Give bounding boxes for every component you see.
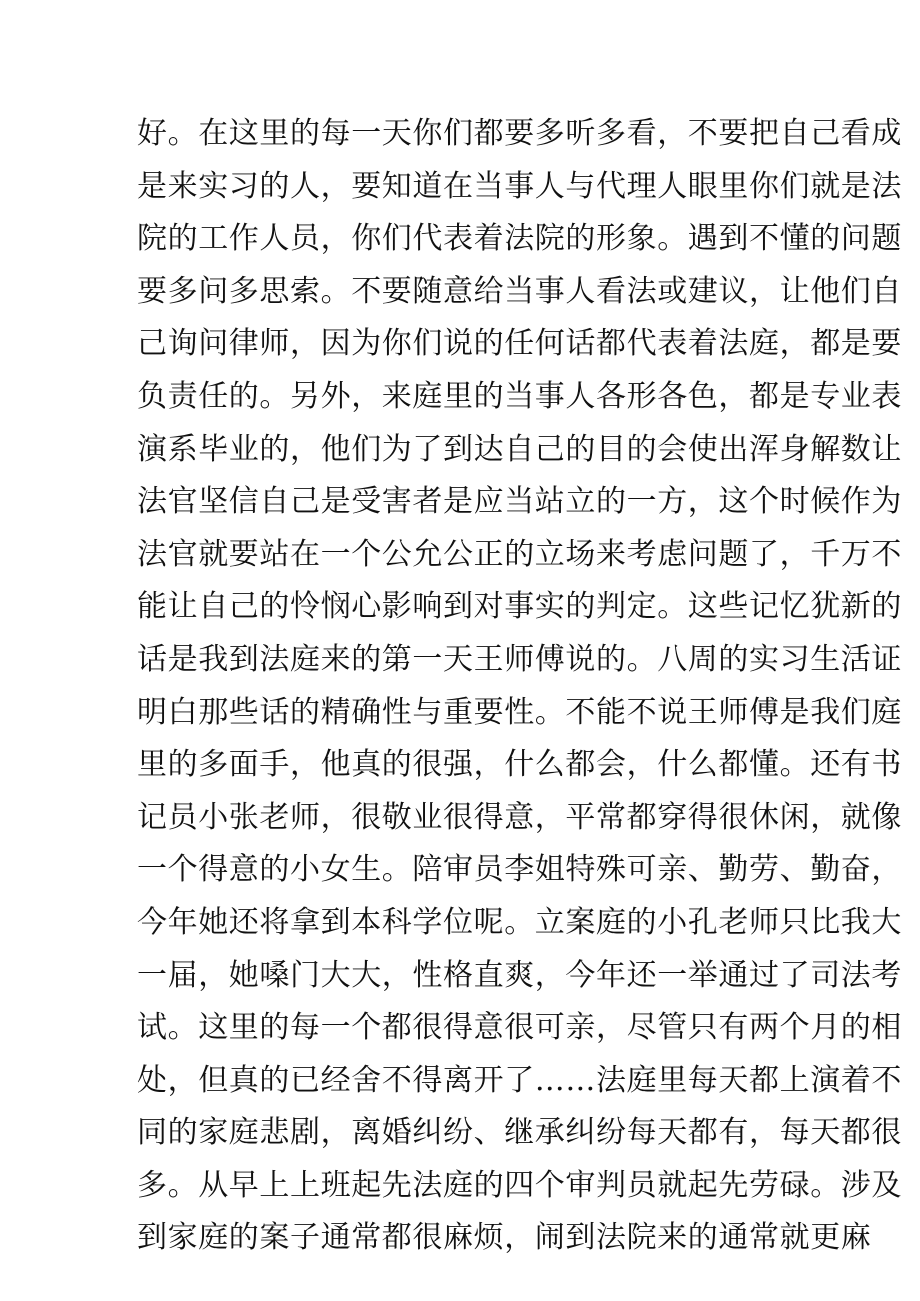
text-line: 负责任的。另外，来庭里的当事人各形各色，都是专业表 [137,378,902,414]
text-line: 记员小张老师，很敬业很得意，平常都穿得很休闲，就像 [137,799,902,835]
text-line: 到家庭的案子通常都很麻烦，闹到法院来的通常就更麻 [137,1220,872,1256]
text-line: 好。在这里的每一天你们都要多听多看，不要把自己看成 [137,116,902,151]
text-line: 今年她还将拿到本科学位呢。立案庭的小孔老师只比我大 [137,904,902,940]
text-line: 己询问律师，因为你们说的任何话都代表着法庭，都是要 [137,326,902,362]
text-line: 同的家庭悲剧，离婚纠纷、继承纠纷每天都有，每天都很 [137,1115,902,1151]
text-line: 法官坚信自己是受害者是应当站立的一方，这个时候作为 [137,484,902,520]
text-line: 法官就要站在一个公允公正的立场来考虑问题了，千万不 [137,536,902,572]
text-line: 是来实习的人，要知道在当事人与代理人眼里你们就是法 [137,168,902,204]
text-line: 话是我到法庭来的第一天王师傅说的。八周的实习生活证 [137,641,902,677]
text-line: 多。从早上上班起先法庭的四个审判员就起先劳碌。涉及 [137,1167,902,1203]
text-line: 院的工作人员，你们代表着法院的形象。遇到不懂的问题 [137,221,902,257]
text-line: 一个得意的小女生。陪审员李姐特殊可亲、勤劳、勤奋， [137,852,902,888]
text-line: 里的多面手，他真的很强，什么都会，什么都懂。还有书 [137,747,902,783]
text-line: 明白那些话的精确性与重要性。不能不说王师傅是我们庭 [137,694,902,730]
body-text [137,108,902,1265]
text-line: 试。这里的每一个都很得意很可亲，尽管只有两个月的相 [137,1010,902,1046]
text-line: 演系毕业的，他们为了到达自己的目的会使出浑身解数让 [137,431,902,467]
text-line: 一届，她嗓门大大，性格直爽，今年还一举通过了司法考 [137,957,902,993]
text-line: 能让自己的怜悯心影响到对事实的判定。这些记忆犹新的 [137,589,902,625]
text-line: 要多问多思索。不要随意给当事人看法或建议，让他们自 [137,273,902,309]
text-line: 处，但真的已经舍不得离开了……法庭里每天都上演着不 [137,1062,902,1098]
